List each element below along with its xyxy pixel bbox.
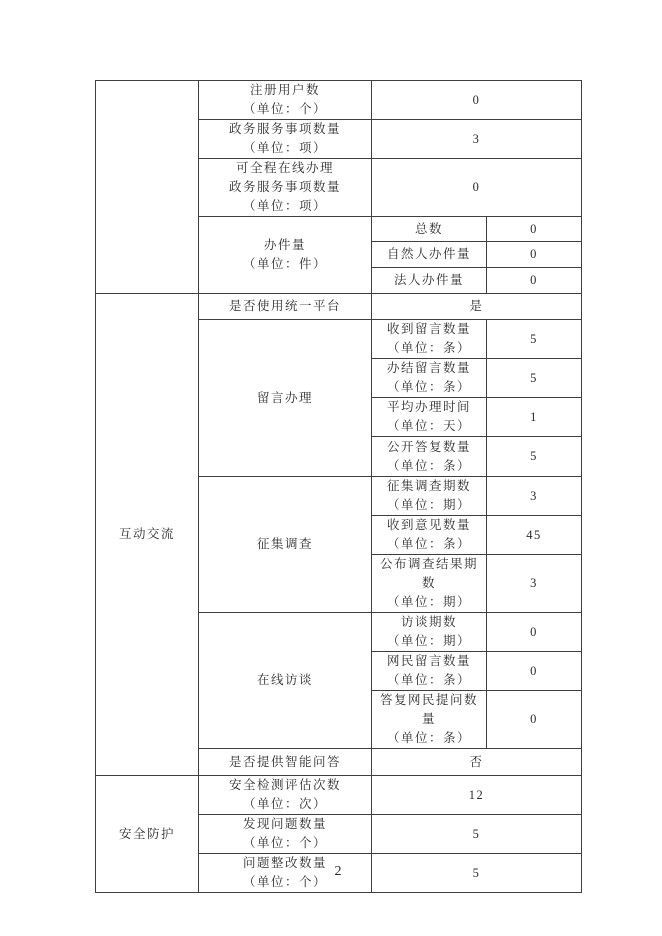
netizen-replies-value: 0 (487, 691, 582, 749)
case-natural-value: 0 (487, 242, 582, 268)
netizen-replies-label (372, 691, 487, 749)
metric-name: 政务服务事项数量 (228, 180, 341, 194)
metric-unit: （单位：项） (242, 199, 327, 213)
metric-name: 网民留言数量 (386, 654, 471, 668)
page-number: 2 (334, 864, 342, 879)
metric-unit: （单位：个） (242, 102, 327, 116)
registered-users-label (199, 81, 372, 120)
metric-unit: （单位：条） (386, 537, 471, 551)
table-row (96, 776, 582, 815)
metric-name: 可全程在线办理 (235, 161, 334, 175)
survey-opinions-label (372, 516, 487, 555)
metric-unit: （单位：件） (242, 257, 327, 271)
case-natural-label: 自然人办件量 (372, 242, 487, 268)
case-legal-value: 0 (487, 268, 582, 294)
metric-name: 访谈期数 (400, 615, 457, 629)
message-handling-label: 留言办理 (199, 320, 372, 477)
metric-name: 收到留言数量 (386, 322, 471, 336)
netizen-messages-label (372, 652, 487, 691)
survey-periods-value: 3 (487, 477, 582, 516)
metric-name: 公开答复数量 (386, 439, 471, 454)
metric-name: 办结留言数量 (386, 361, 471, 375)
service-items-label (199, 120, 372, 159)
metric-name: 公布调查结果期数 (379, 557, 478, 590)
unified-platform-label: 是否使用统一平台 (199, 294, 372, 320)
table-row (96, 81, 582, 120)
category-cell-top (96, 81, 199, 294)
messages-received-label (372, 320, 487, 359)
smart-qa-value: 否 (372, 749, 582, 776)
metric-unit: （单位：期） (386, 634, 471, 648)
metric-unit: （单位：条） (386, 731, 471, 745)
metric-name: 平均办理时间 (386, 400, 471, 414)
security-assessments-label (199, 776, 372, 815)
unified-platform-value: 是 (372, 294, 582, 320)
survey-opinions-value: 45 (487, 516, 582, 555)
metric-name: 安全检测评估次数 (228, 778, 341, 792)
survey-label: 征集调查 (199, 477, 372, 613)
problems-rectified-value: 5 (372, 854, 582, 893)
category-cell-security: 安全防护 (96, 776, 199, 893)
table-row (96, 294, 582, 320)
metric-name: 收到意见数量 (386, 518, 471, 532)
metric-unit: （单位：天） (386, 419, 471, 433)
metric-name: 办件量 (263, 238, 306, 252)
metric-unit: （单位：条） (386, 380, 471, 394)
metric-unit: （单位：次） (242, 797, 327, 811)
avg-handle-time-value: 1 (487, 398, 582, 437)
metric-name: 征集调查期数 (386, 479, 471, 493)
metric-unit: （单位：项） (242, 141, 327, 155)
metric-unit: （单位：条） (386, 341, 471, 355)
problems-found-value: 5 (372, 815, 582, 854)
case-volume-label (199, 217, 372, 294)
full-online-items-value: 0 (372, 159, 582, 217)
metric-unit: （单位：个） (242, 836, 327, 850)
full-online-items-label (199, 159, 372, 217)
metric-unit: （单位：条） (386, 673, 471, 687)
case-legal-label: 法人办件量 (372, 268, 487, 294)
survey-results-value: 3 (487, 555, 582, 613)
messages-received-value: 5 (487, 320, 582, 359)
public-reply-label (372, 437, 487, 477)
public-reply-value: 5 (487, 437, 582, 477)
metric-name: 注册用户数 (249, 83, 320, 97)
survey-results-label (372, 555, 487, 613)
smart-qa-label: 是否提供智能问答 (199, 749, 372, 776)
survey-periods-label (372, 477, 487, 516)
security-assessments-value: 12 (372, 776, 582, 815)
indicator-table (95, 80, 582, 893)
metric-unit: （单位：条） (386, 458, 471, 473)
metric-name: 答复网民提问数量 (379, 693, 478, 726)
service-items-value: 3 (372, 120, 582, 159)
netizen-messages-value: 0 (487, 652, 582, 691)
interview-periods-value: 0 (487, 613, 582, 652)
avg-handle-time-label (372, 398, 487, 437)
messages-completed-label (372, 359, 487, 398)
interview-label: 在线访谈 (199, 613, 372, 749)
messages-completed-value: 5 (487, 359, 582, 398)
metric-name: 问题整改数量 (242, 856, 327, 870)
problems-found-label (199, 815, 372, 854)
metric-unit: （单位：期） (386, 595, 471, 609)
case-total-label: 总数 (372, 217, 487, 242)
case-total-value: 0 (487, 217, 582, 242)
registered-users-value: 0 (372, 81, 582, 120)
metric-name: 发现问题数量 (242, 817, 327, 831)
category-cell-interaction: 互动交流 (96, 294, 199, 776)
metric-unit: （单位：期） (386, 498, 471, 512)
metric-unit: （单位：个） (242, 875, 327, 889)
interview-periods-label (372, 613, 487, 652)
metric-name: 政务服务事项数量 (228, 122, 341, 136)
